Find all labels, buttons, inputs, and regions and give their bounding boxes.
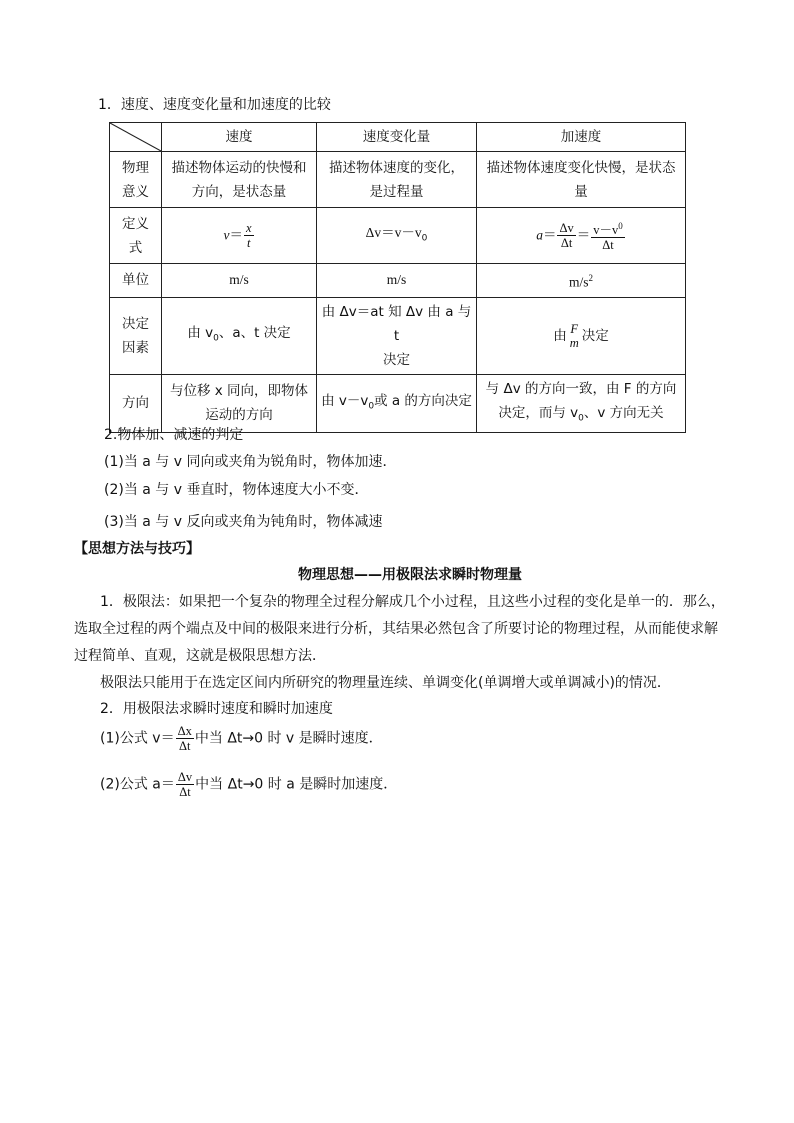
- cell-direction-velocity: 与位移 x 同向，即物体 运动的方向: [162, 374, 317, 433]
- table-row: [110, 152, 686, 208]
- cell-factors-velocity-change: 由 Δv＝at 知 Δv 由 a 与 t 决定: [317, 297, 477, 374]
- formula-line-1: (1)公式 v＝ $\frac{\Delta x}{\Delta t}$ 中当 Δt→0 时 v 是瞬时速度．: [100, 724, 383, 753]
- section2-item-3: (3)当 a 与 v 反向或夹角为钝角时，物体减速: [104, 514, 383, 530]
- para3: 2．用极限法求瞬时速度和瞬时加速度: [100, 701, 333, 717]
- fraction-dv-over-dt: $\frac{\Delta v}{\Delta t}$: [559, 221, 574, 250]
- table-row: [110, 264, 686, 298]
- fraction-dx-over-dt: $\frac{\Delta x}{\Delta t}$: [177, 724, 192, 753]
- header-velocity-change: 速度变化量: [317, 123, 477, 152]
- row-label-direction: 方向: [110, 374, 162, 433]
- fraction-x-over-t: $\frac{x}{t}$: [245, 221, 252, 250]
- header-acceleration: 加速度: [477, 123, 686, 152]
- cell-direction-velocity-change: 由 $v-v_0$或 a 的方向决定: [317, 374, 477, 433]
- row-label-definition: 定义 式: [110, 208, 162, 264]
- methods-subtitle: 物理思想——用极限法求瞬时物理量: [298, 567, 522, 583]
- section1-title: 1．速度、速度变化量和加速度的比较: [98, 97, 331, 113]
- cell-meaning-velocity-change: 描述物体速度的变化， 是过程量: [317, 152, 477, 208]
- methods-heading: 【思想方法与技巧】: [74, 541, 200, 557]
- para1-line3: 过程简单、直观，这就是极限思想方法．: [74, 648, 326, 664]
- section2-item-2: (2)当 a 与 v 垂直时，物体速度大小不变．: [104, 482, 369, 498]
- formula-line-2: (2)公式 a＝ $\frac{\Delta v}{\Delta t}$ 中当 Δt→0 时 a 是瞬时加速度．: [100, 770, 398, 799]
- cell-formula-velocity: v＝ $\frac{x}{t}$: [162, 208, 317, 264]
- comparison-table: [109, 122, 686, 433]
- section2-item-1: (1)当 a 与 v 同向或夹角为锐角时，物体加速．: [104, 454, 397, 470]
- para2: 极限法只能用于在选定区间内所研究的物理量连续、单调变化(单调增大或单调减小)的情况．: [100, 675, 671, 691]
- cell-formula-velocity-change: $\Delta v=v-v_0$: [317, 208, 477, 264]
- header-velocity: 速度: [162, 123, 317, 152]
- cell-factors-acceleration: 由 F m 决定: [477, 297, 686, 374]
- fraction-v-minus-v0-over-dt: $\frac{v-v^0}{\Delta t}$: [593, 220, 623, 253]
- row-label-factors: 决定 因素: [110, 297, 162, 374]
- para1-line1: 1．极限法：如果把一个复杂的物理全过程分解成几个小过程，且这些小过程的变化是单一的．那么，: [100, 594, 725, 610]
- para1-line2: 选取全过程的两个端点及中间的极限来进行分析，其结果必然包含了所要讨论的物理过程，从而能使求解: [74, 621, 718, 637]
- table-row: [110, 208, 686, 264]
- row-label-meaning: 物理 意义: [110, 152, 162, 208]
- section2-title: 2.物体加、减速的判定: [104, 427, 244, 443]
- cell-meaning-acceleration: 描述物体速度变化快慢，是状态 量: [477, 152, 686, 208]
- diagonal-line: [110, 123, 161, 151]
- cell-unit-acceleration: $m/s^2$: [477, 264, 686, 298]
- diagonal-corner-cell: [110, 123, 162, 152]
- row-label-unit: 单位: [110, 264, 162, 298]
- table-header-row: [110, 123, 686, 152]
- cell-formula-acceleration: a＝ $\frac{\Delta v}{\Delta t}$ ＝ $\frac{v-v^0}{\Delta t}$: [477, 208, 686, 264]
- cell-unit-velocity-change: m/s: [317, 264, 477, 298]
- cell-meaning-velocity: 描述物体运动的快慢和 方向，是状态量: [162, 152, 317, 208]
- fraction-f-over-m: F m: [569, 321, 579, 350]
- fraction-dv-over-dt-2: $\frac{\Delta v}{\Delta t}$: [177, 770, 193, 799]
- table-row: [110, 297, 686, 374]
- cell-factors-velocity: 由 $v_0$、a、t 决定: [162, 297, 317, 374]
- cell-direction-acceleration: 与 Δv 的方向一致，由 F 的方向 决定，而与 $v_0$、v 方向无关: [477, 374, 686, 433]
- cell-unit-velocity: m/s: [162, 264, 317, 298]
